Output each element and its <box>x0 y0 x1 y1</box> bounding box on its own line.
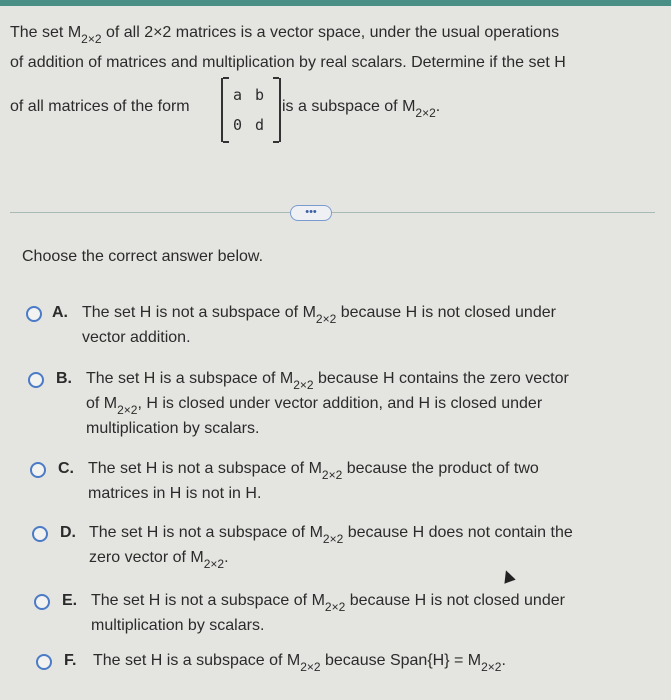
option-letter: C. <box>58 460 74 477</box>
form-label: of all matrices of the form <box>10 98 190 115</box>
question-text <box>10 20 660 75</box>
matrix-cell-d: d <box>255 116 265 134</box>
matrix-cell-c: 0 <box>233 116 243 134</box>
radio-b[interactable] <box>28 372 44 388</box>
option-c[interactable] <box>0 456 671 506</box>
option-f[interactable] <box>0 648 671 678</box>
radio-c[interactable] <box>30 462 46 478</box>
top-bar <box>0 0 671 6</box>
option-letter: B. <box>56 370 72 387</box>
option-text-line-2: vector addition. <box>82 329 191 346</box>
matrix-form <box>221 78 281 142</box>
mouse-cursor-icon <box>500 568 515 583</box>
matrix-cell-a: a <box>233 86 243 104</box>
more-button[interactable]: ••• <box>290 205 332 221</box>
option-text-line-2: matrices in H is not in H. <box>88 485 262 502</box>
option-text-line-1: The set H is a subspace of $M_{2\times 2}$ because Span{H} = $M_{2\times 2}$. <box>93 652 506 675</box>
answer-prompt: Choose the correct answer below. <box>22 248 264 265</box>
question-line-1: The set $M_{2\times 2}$ of all 2×2 matrices is a vector space, under the usual operations <box>10 24 560 47</box>
option-text-line-1: The set H is not a subspace of $M_{2\times 2}$ because H does not contain the <box>89 524 573 547</box>
subspace-label: is a subspace of $M_{2\times 2}$. <box>282 98 441 121</box>
option-letter: F. <box>64 652 77 669</box>
option-text-line-2: zero vector of $M_{2\times 2}$. <box>89 549 229 572</box>
option-text-line-1: The set H is a subspace of $M_{2\times 2}$ because H contains the zero vector <box>86 370 569 393</box>
option-text-line-1: The set H is not a subspace of $M_{2\times 2}$ because H is not closed under <box>91 592 565 615</box>
radio-d[interactable] <box>32 526 48 542</box>
option-e[interactable] <box>0 588 671 638</box>
option-letter: D. <box>60 524 76 541</box>
radio-e[interactable] <box>34 594 50 610</box>
matrix-cell-b: b <box>255 86 265 104</box>
option-d[interactable] <box>0 520 671 570</box>
option-text-line-2: multiplication by scalars. <box>91 617 265 634</box>
option-text-line-2: of $M_{2\times 2}$, H is closed under vector addition, and H is closed under <box>86 395 543 418</box>
option-letter: E. <box>62 592 78 609</box>
question-line-2: of addition of matrices and multiplication by real scalars. Determine if the set H <box>10 54 566 72</box>
option-letter: A. <box>52 304 68 321</box>
radio-f[interactable] <box>36 654 52 670</box>
radio-a[interactable] <box>26 306 42 322</box>
option-text-line-3: multiplication by scalars. <box>86 420 260 437</box>
option-a[interactable] <box>0 300 671 350</box>
section-divider <box>10 212 655 213</box>
option-text-line-1: The set H is not a subspace of $M_{2\times 2}$ because H is not closed under <box>82 304 556 327</box>
option-b[interactable] <box>0 366 671 441</box>
option-text-line-1: The set H is not a subspace of $M_{2\times 2}$ because the product of two <box>88 460 539 483</box>
m2x2-symbol: $M_{2\times 2}$ <box>67 24 102 47</box>
